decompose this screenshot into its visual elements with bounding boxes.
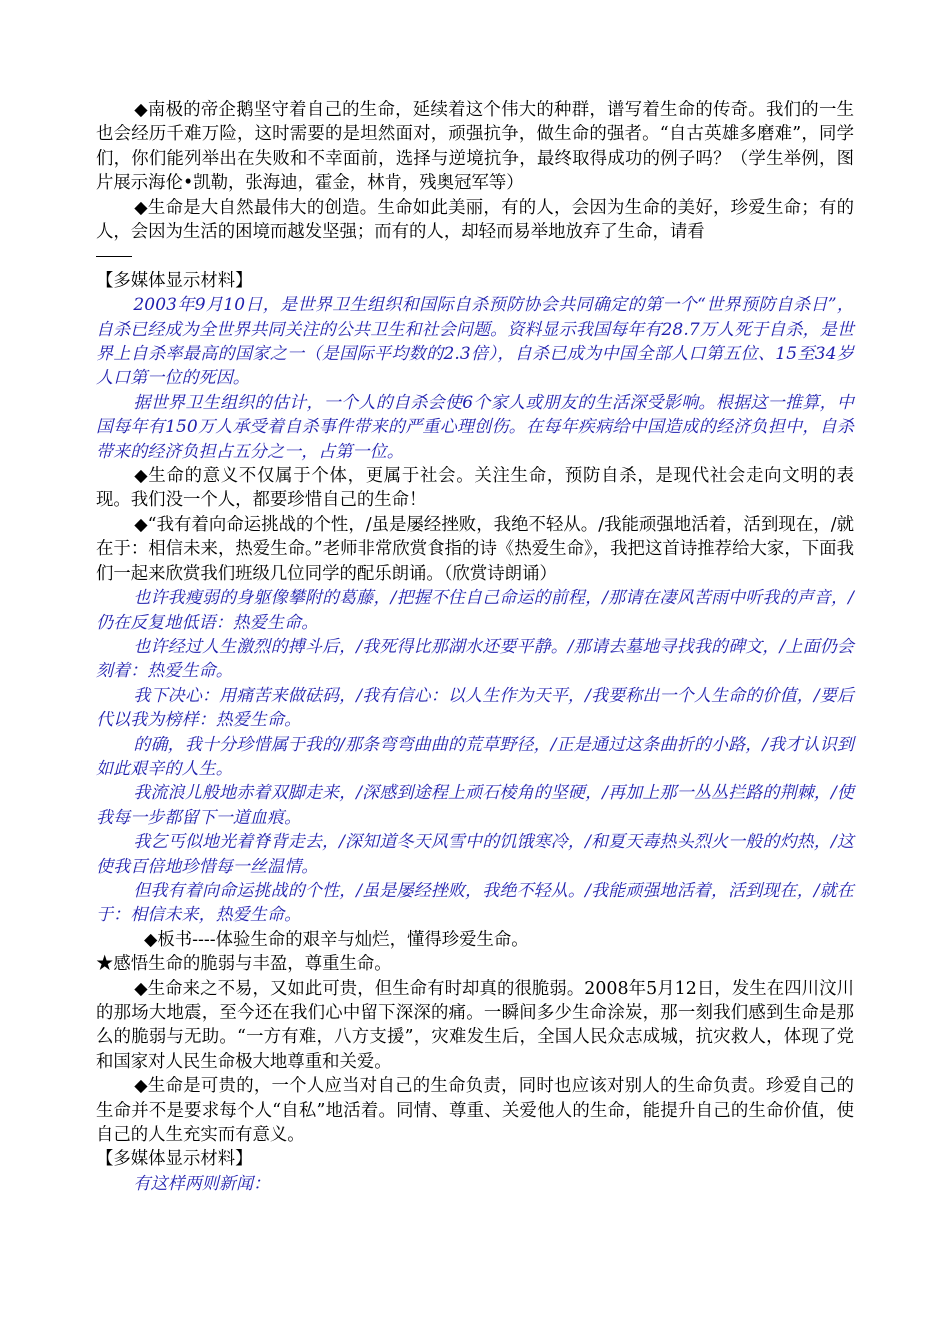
paragraph-respect-life: ◆生命是可贵的，一个人应当对自己的生命负责，同时也应该对别人的生命负责。珍爱自己的生命并不是要求每个人“自私”地活着。同情、尊重、关爱他人的生命，能提升自己的生命价值，使自己的人生充实而有意义。 — [96, 1076, 854, 1146]
multimedia-heading: 【多媒体显示材料】 — [96, 270, 253, 291]
paragraph-life-creation: ◆生命是大自然最伟大的创造。生命如此美丽，有的人，会因为生命的美好，珍爱生命；有的人，会因为生活的困境而越发坚强；而有的人，却轻而易举地放弃了生命，请看 — [96, 197, 854, 243]
blackboard-note: ◆板书----体验生命的艰辛与灿烂，懂得珍爱生命。 — [144, 929, 529, 950]
poem-stanza: 我下决心：用痛苦来做砝码，/我有信心：以人生作为天平，/我要称出一个人生命的价值，/要后代以我为榜样：热爱生命。 — [96, 685, 854, 731]
material-suicide-day: 2003年9月10日，是世界卫生组织和国际自杀预防协会共同确定的第一个“世界预防自杀日”，自杀已经成为全世界共同关注的公共卫生和社会问题。资料显示我国每年有28.7万人死于自杀，是世界上自杀率最高的国家之一（是国际平均数的2.3倍），自杀已成为中国全部人口第五位、15至34岁人口第一位的死因。 — [96, 295, 854, 389]
dash-line — [96, 244, 854, 268]
section-heading: ★感悟生命的脆弱与丰盈，尊重生命。 — [96, 954, 392, 975]
poem-stanza: 我乞丐似地光着脊背走去，/深知道冬天风雪中的饥饿寒冷，/和夏天毒热头烈火一般的灼热，/这使我百倍地珍惜每一丝温情。 — [96, 832, 854, 877]
document-page — [96, 98, 854, 1196]
paragraph-penguin: ◆南极的帝企鹅坚守着自己的生命，延续着这个伟大的种群，谱写着生命的传奇。我们的一生也会经历千难万险，这时需要的是坦然面对，顽强抗争，做生命的强者。“自古英雄多磨难”，同学们，你们能列举出在失败和不幸面前，选择与逆境抗争，最终取得成功的例子吗？（学生举例，图片展示海伦•凯勒，张海迪，霍金，林肯，残奥冠军等） — [96, 100, 854, 194]
paragraph-poem-intro: ◆“我有着向命运挑战的个性，/虽是屡经挫败，我绝不轻从。/我能顽强地活着，活到现在，/就在于：相信未来，热爱生命。”老师非常欣赏食指的诗《热爱生命》，我把这首诗推荐给大家，下面我们一起来欣赏我们班级几位同学的配乐朗诵。（欣赏诗朗诵） — [96, 514, 854, 584]
poem-stanza: 我流浪儿般地赤着双脚走来，/深感到途程上顽石棱角的坚硬，/再加上那一丛丛拦路的荆棘，/使我每一步都留下一道血痕。 — [96, 783, 854, 828]
poem-stanza: 也许我瘦弱的身躯像攀附的葛藤，/把握不住自己命运的前程，/那请在凄风苦雨中听我的声音，/仍在反复地低语：热爱生命。 — [96, 588, 854, 633]
paragraph-earthquake: ◆生命来之不易，又如此可贵，但生命有时却真的很脆弱。2008年5月12日，发生在四川汶川的那场大地震，至今还在我们心中留下深深的痛。一瞬间多少生命涂炭，那一刻我们感到生命是那么的脆弱与无助。“一方有难，八方支援”，灾难发生后，全国人民众志成城，抗灾救人，体现了党和国家对人民生命极大地尊重和关爱。 — [96, 978, 854, 1072]
paragraph-meaning-of-life: ◆生命的意义不仅属于个体，更属于社会。关注生命，预防自杀，是现代社会走向文明的表现。我们没一个人，都要珍惜自己的生命！ — [96, 466, 854, 511]
material-who-estimate: 据世界卫生组织的估计，一个人的自杀会使6个家人或朋友的生活深受影响。根据这一推算，中国每年有150万人承受着自杀事件带来的严重心理创伤。在每年疾病给中国造成的经济负担中，自杀带来的经济负担占五分之一，占第一位。 — [96, 392, 854, 462]
poem-stanza: 也许经过人生激烈的搏斗后，/我死得比那湖水还要平静。/那请去墓地寻找我的碑文，/上面仍会刻着：热爱生命。 — [96, 636, 854, 682]
poem-stanza: 但我有着向命运挑战的个性，/虽是屡经挫败，我绝不轻从。/我能顽强地活着，活到现在，/就在于：相信未来，热爱生命。 — [96, 880, 854, 926]
multimedia-heading: 【多媒体显示材料】 — [96, 1149, 253, 1170]
poem-stanza: 的确，我十分珍惜属于我的/那条弯弯曲曲的荒草野径，/正是通过这条曲折的小路，/我才认识到如此艰辛的人生。 — [96, 734, 854, 779]
material-news-intro: 有这样两则新闻： — [133, 1173, 271, 1194]
